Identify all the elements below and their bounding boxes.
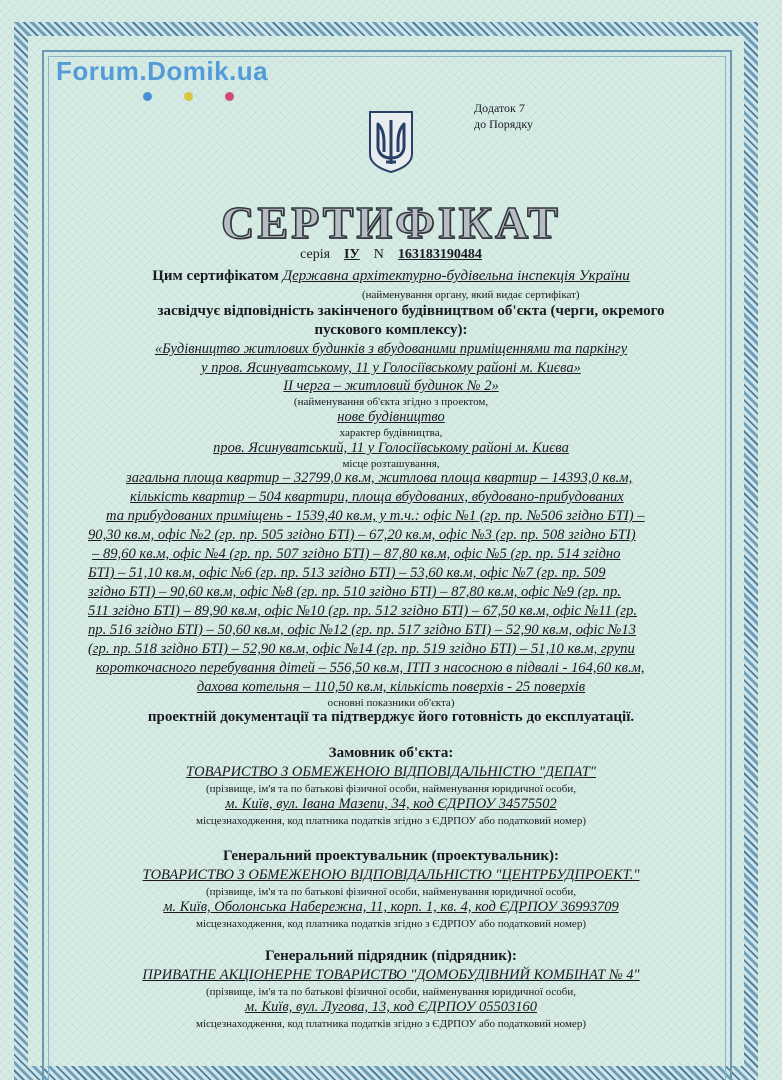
contractor-address: м. Київ, вул. Лугова, 13, код ЄДРПОУ 05503160 [245,999,537,1015]
construction-caption: характер будівництва, [339,427,443,439]
indicators-line-11: короткочасного перебування дітей – 556,50 кв.м, ІТП з насосною в підвалі - 164,60 кв.м, [96,660,645,676]
indicators-line-5: – 89,60 кв.м, офіс №4 (гр. пр. 507 згідно БТІ) – 87,80 кв.м, офіс №5 (гр. пр. 514 згідно [92,546,621,562]
number-value: 163183190484 [397,247,482,262]
indicators-line-6: БТІ) – 51,10 кв.м, офіс №6 (гр. пр. 513 згідно БТІ) – 53,60 кв.м, офіс №7 (гр. пр. 509 [88,565,606,581]
watermark-dots [143,88,262,106]
customer-heading: Замовник об'єкта: [328,745,454,761]
indicators-line-2: кількість квартир – 504 квартири, площа вбудованих, вбудовано-прибудованих [130,489,624,505]
certifies-line-2: пускового комплексу): [314,322,468,338]
designer-caption-2: місцезнаходження, код платника податків згідно з ЄДРПОУ або податковий номер) [196,918,586,930]
indicators-line-8: 511 згідно БТІ) – 89,90 кв.м, офіс №10 (гр. пр. 512 згідно БТІ) – 67,50 кв.м, офіс №11 (гр. [88,603,638,619]
serial-line [0,247,782,263]
watermark-dot-blue [143,92,152,101]
location-caption: місце розташування, [342,458,440,470]
annex-line-2: до Порядку [474,117,534,131]
contractor-name: ПРИВАТНЕ АКЦІОНЕРНЕ ТОВАРИСТВО "ДОМОБУДІВНИЙ КОМБІНАТ № 4" [142,967,640,983]
object-caption: (найменування об'єкта згідно з проектом, [293,396,489,408]
object-line-2: у пров. Ясинуватському, 11 у Голосіївському районі м. Києва» [201,360,581,376]
contractor-heading: Генеральний підрядник (підрядник): [265,948,517,964]
construction-type: нове будівництво [337,409,445,425]
issuer-line [0,268,782,285]
number-label: N [373,247,384,262]
contractor-caption-2: місцезнаходження, код платника податків згідно з ЄДРПОУ або податковий номер) [196,1018,586,1030]
indicators-line-7: згідно БТІ) – 90,60 кв.м, офіс №8 (гр. пр. 510 згідно БТІ) – 87,80 кв.м, офіс №9 (гр. пр. [88,584,621,600]
designer-address: м. Київ, Оболонська Набережна, 11, корп. 1, кв. 4, код ЄДРПОУ 36993709 [163,899,619,915]
object-line-1: «Будівництво житлових будинків з вбудованими приміщеннями та паркінгу [154,341,628,357]
watermark-dot-yellow [184,92,193,101]
certificate-title: СЕРТИФІКАТ [221,197,561,248]
watermark: Forum.Domik.ua [56,56,269,86]
indicators-line-12: дахова котельня – 110,50 кв.м, кількість поверхів - 25 поверхів [196,679,586,695]
designer-heading: Генеральний проектувальник (проектувальник): [222,848,560,864]
annex-line-1: Додаток 7 [474,101,525,115]
conformity-statement: проектній документації та підтверджує його готовність до експлуатації. [147,709,635,725]
indicators-line-9: пр. 516 згідно БТІ) – 50,60 кв.м, офіс №12 (гр. пр. 517 згідно БТІ) – 52,90 кв.м, офіс №13 [88,622,636,638]
indicators-caption: основні показники об'єкта) [327,697,455,709]
location-value: пров. Ясинуватський, 11 у Голосіївському районі м. Києва [213,440,569,456]
customer-name: ТОВАРИСТВО З ОБМЕЖЕНОЮ ВІДПОВІДАЛЬНІСТЮ "ДЕПАТ" [186,764,596,780]
customer-address: м. Київ, вул. Івана Мазепи, 34, код ЄДРПОУ 34575502 [225,796,557,812]
object-line-3: ІІ черга – житловий будинок № 2» [283,378,499,394]
issuer-name: Державна архітектурно-будівельна інспекція України [282,268,630,284]
series-label: серія [300,247,331,262]
series-value: ІУ [344,247,360,262]
issuer-prefix: Цим сертифікатом [152,268,279,284]
designer-caption-1: (прізвище, ім'я та по батькові фізичної особи, найменування юридичної особи, [205,886,577,898]
annex-note [474,100,533,132]
issuer-caption: (найменування органу, який видає сертифікат) [362,289,580,301]
indicators-line-3: та прибудованих приміщень - 1539,40 кв.м, у т.ч.: офіс №1 (гр. пр. №506 згідно БТІ) – [106,508,645,524]
customer-caption-1: (прізвище, ім'я та по батькові фізичної особи, найменування юридичної особи, [205,783,577,795]
contractor-caption-1: (прізвище, ім'я та по батькові фізичної особи, найменування юридичної особи, [205,986,577,998]
indicators-line-10: (гр. пр. 518 згідно БТІ) – 52,90 кв.м, офіс №14 (гр. пр. 519 згідно БТІ) – 51,10 кв.м, групи [88,641,635,657]
watermark-dot-pink [225,92,234,101]
indicators-line-4: 90,30 кв.м, офіс №2 (гр. пр. 505 згідно БТІ) – 67,20 кв.м, офіс №3 (гр. пр. 508 згідно БТІ) [88,527,636,543]
indicators-line-1: загальна площа квартир – 32799,0 кв.м, житлова площа квартир – 14393,0 кв.м, [126,470,633,486]
customer-caption-2: місцезнаходження, код платника податків згідно з ЄДРПОУ або податковий номер) [196,815,586,827]
designer-name: ТОВАРИСТВО З ОБМЕЖЕНОЮ ВІДПОВІДАЛЬНІСТЮ "ЦЕНТРБУДПРОЕКТ." [142,867,640,883]
trident-icon [366,110,416,174]
certifies-line-1: засвідчує відповідність закінченого будівництвом об'єкта (черги, окремого [157,303,665,319]
